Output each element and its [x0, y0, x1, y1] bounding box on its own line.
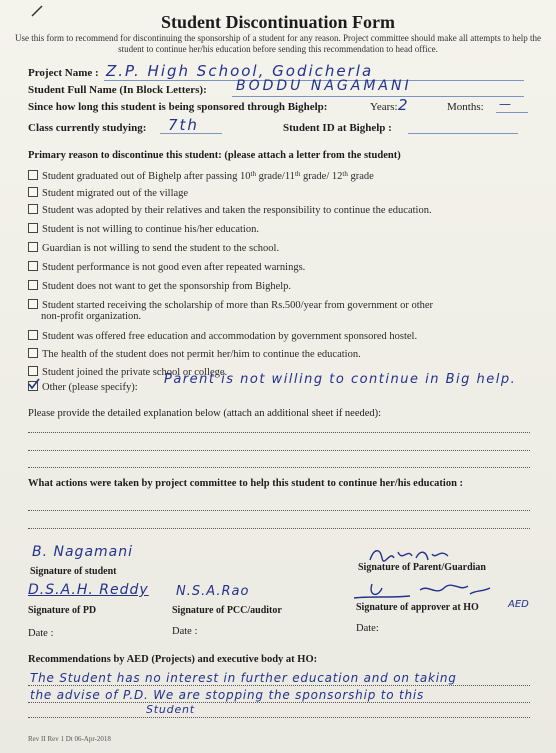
reason-option-graduated[interactable]: Student graduated out of Bighelp after passing 10th grade/11th grade/ 12th grade: [28, 168, 374, 183]
months-value[interactable]: —: [499, 97, 513, 111]
form-revision-footer: Rev II Rev 1 Dt 06-Apr-2018: [28, 735, 111, 743]
reason-option-no-sponsorship[interactable]: Student does not want to get the sponsorship from Bighelp.: [28, 280, 291, 293]
ho-approver-signature: [350, 580, 500, 604]
reason-checkbox[interactable]: [28, 170, 38, 180]
reason-checkbox[interactable]: [28, 299, 38, 309]
pd-date-label: Date :: [28, 628, 54, 639]
reason-option-performance[interactable]: Student performance is not good even after repeated warnings.: [28, 261, 305, 274]
reason-checkbox[interactable]: [28, 204, 38, 214]
reason-option-health[interactable]: The health of the student does not permit her/him to continue the education.: [28, 348, 361, 361]
reason-checkbox-checked[interactable]: [28, 381, 38, 391]
check-mark-icon: [28, 378, 40, 390]
ho-approver-signature-label: Signature of approver at HO: [356, 602, 479, 613]
recommendation-text-line-1: The Student has no interest in further education and on taking: [30, 671, 457, 685]
reason-option-adopted[interactable]: Student was adopted by their relatives and taken the responsibility to continue the education.: [28, 204, 432, 217]
student-id-label: Student ID at Bighelp :: [283, 122, 392, 134]
recommendation-text-line-3: Student: [146, 703, 195, 716]
reason-option-not-willing[interactable]: Student is not willing to continue his/her education.: [28, 223, 259, 236]
pcc-signature: N.S.A.Rao: [176, 584, 250, 599]
reason-option-scholarship-cont: non-profit organization.: [41, 311, 142, 322]
form-intro: Use this form to recommend for discontinuing the sponsorship of a student for any reason. Project committee should make all attempts to help the student to continue her/his education before sending this recommendation to head office.: [15, 33, 541, 54]
parent-signature-label: Signature of Parent/Guardian: [358, 562, 486, 573]
form-title: Student Discontinuation Form: [160, 12, 396, 32]
pcc-date-label: Date :: [172, 626, 198, 637]
student-signature: B. Nagamani: [32, 544, 134, 560]
pcc-signature-label: Signature of PCC/auditor: [172, 605, 282, 616]
reason-checkbox[interactable]: [28, 366, 38, 376]
ho-date-label: Date:: [356, 623, 379, 634]
reason-checkbox[interactable]: [28, 223, 38, 233]
sponsored-duration-label: Since how long this student is being sponsored through Bighelp:: [28, 101, 328, 113]
recommendation-label: Recommendations by AED (Projects) and executive body at HO:: [28, 654, 318, 665]
project-name-label: Project Name :: [28, 67, 99, 79]
reason-option-scholarship[interactable]: Student started receiving the scholarship of more than Rs.500/year from government or other: [28, 299, 433, 312]
reason-option-other[interactable]: Other (please specify):: [28, 381, 138, 394]
reason-checkbox[interactable]: [28, 280, 38, 290]
class-value[interactable]: 7th: [168, 116, 199, 134]
class-label: Class currently studying:: [28, 122, 147, 134]
reason-checkbox[interactable]: [28, 348, 38, 358]
ho-approver-note: AED: [508, 599, 529, 610]
explanation-label: Please provide the detailed explanation below (attach an additional sheet if needed):: [28, 408, 382, 419]
student-name-label: Student Full Name (In Block Letters):: [28, 84, 207, 96]
reason-option-guardian[interactable]: Guardian is not willing to send the student to the school.: [28, 242, 279, 255]
project-name-value[interactable]: Z.P. High School, Godicherla: [106, 62, 374, 80]
recommendation-text-line-2: the advise of P.D. We are stopping the sponsorship to this: [30, 688, 425, 702]
student-signature-label: Signature of student: [30, 566, 117, 577]
reason-checkbox[interactable]: [28, 261, 38, 271]
years-value[interactable]: 2: [398, 96, 410, 114]
reason-option-migrated[interactable]: Student migrated out of the village: [28, 187, 188, 200]
other-reason-value[interactable]: Parent is not willing to continue in Big help.: [164, 372, 517, 387]
student-name-value[interactable]: BODDU NAGAMANI: [236, 78, 412, 94]
months-label: Months:: [447, 101, 484, 113]
pd-signature: D.S.A.H. Reddy: [28, 582, 149, 598]
actions-label: What actions were taken by project committee to help this student to continue her/his education :: [28, 478, 464, 489]
years-label: Years:: [370, 101, 398, 113]
reason-option-private-school[interactable]: Student joined the private school or college.: [28, 366, 227, 379]
reason-option-hostel[interactable]: Student was offered free education and accommodation by government sponsored hostel.: [28, 330, 417, 343]
reason-checkbox[interactable]: [28, 187, 38, 197]
reason-checkbox[interactable]: [28, 242, 38, 252]
reasons-heading: Primary reason to discontinue this student: (please attach a letter from the student): [28, 150, 401, 161]
reason-checkbox[interactable]: [28, 330, 38, 340]
pd-signature-label: Signature of PD: [28, 605, 97, 616]
